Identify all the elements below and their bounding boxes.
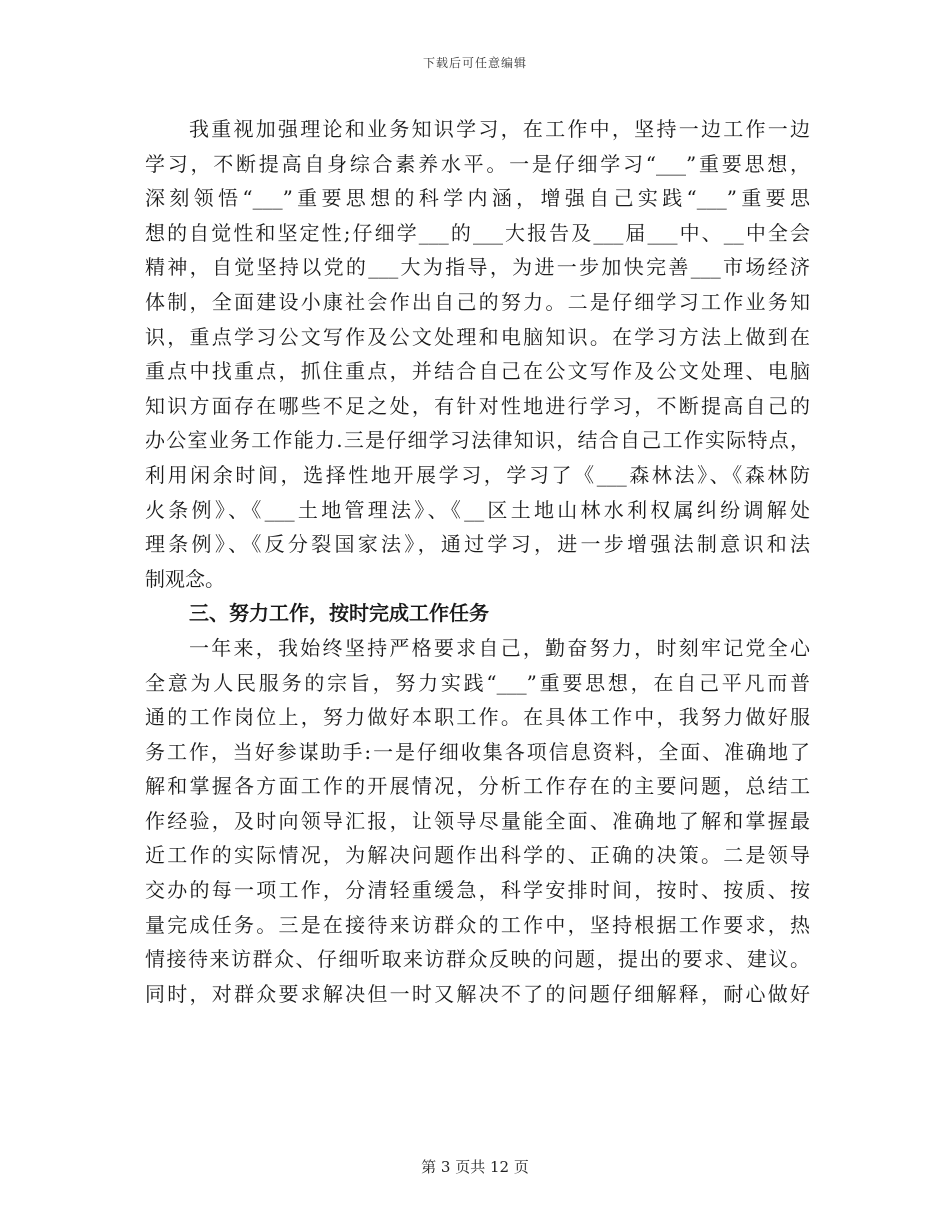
text-line: 理条例》、《反分裂国家法》，通过学习，进一步增强法制意识和法 xyxy=(145,532,810,557)
text-line: 一年来，我始终坚持严格要求自己，勤奋努力，时刻牢记党全心 xyxy=(189,635,810,660)
text-line: 重点中找重点，抓住重点，并结合自己在公文写作及公文处理、电脑 xyxy=(145,359,810,384)
paragraph-study xyxy=(145,112,810,596)
section-heading: 三、努力工作，按时完成工作任务 xyxy=(189,601,489,626)
text-line: 全意为人民服务的宗旨，努力实践“___”重要思想，在自己平凡而普 xyxy=(145,670,810,695)
text-line: 办公室业务工作能力.三是仔细学习法律知识，结合自己工作实际特点， xyxy=(145,428,810,453)
text-line: 识，重点学习公文写作及公文处理和电脑知识。在学习方法上做到在 xyxy=(145,324,810,349)
text-line: 作经验，及时向领导汇报，让领导尽量能全面、准确地了解和掌握最 xyxy=(145,808,810,833)
text-line: 量完成任务。三是在接待来访群众的工作中，坚持根据工作要求，热 xyxy=(145,912,810,937)
text-line: 通的工作岗位上，努力做好本职工作。在具体工作中，我努力做好服 xyxy=(145,705,810,730)
text-line: 制观念。 xyxy=(145,566,225,591)
text-line: 精神，自觉坚持以党的___大为指导，为进一步加快完善___市场经济 xyxy=(145,255,810,280)
page-header-note: 下载后可任意编辑 xyxy=(422,56,527,70)
text-line: 学习，不断提高自身综合素养水平。一是仔细学习“___”重要思想， xyxy=(145,151,810,176)
text-line: 我重视加强理论和业务知识学习，在工作中，坚持一边工作一边 xyxy=(189,117,810,141)
text-line: 火条例》、《___土地管理法》、《__区土地山林水利权属纠纷调解处 xyxy=(145,497,810,522)
text-line: 想的自觉性和坚定性;仔细学___的___大报告及___届___中、__中全会 xyxy=(145,220,810,245)
text-line: 务工作，当好参谋助手:一是仔细收集各项信息资料，全面、准确地了 xyxy=(145,739,810,764)
paragraph-work xyxy=(145,631,810,1012)
text-line: 近工作的实际情况，为解决问题作出科学的、正确的决策。二是领导 xyxy=(145,843,810,868)
text-line: 情接待来访群众、仔细听取来访群众反映的问题，提出的要求、建议。 xyxy=(145,947,810,972)
text-line: 深刻领悟“___”重要思想的科学内涵，增强自己实践“___”重要思 xyxy=(145,186,810,211)
text-line: 利用闲余时间，选择性地开展学习，学习了《___森林法》、《森林防 xyxy=(145,462,810,487)
text-line: 交办的每一项工作，分清轻重缓急，科学安排时间，按时、按质、按 xyxy=(145,878,810,903)
text-line: 解和掌握各方面工作的开展情况，分析工作存在的主要问题，总结工 xyxy=(145,774,810,799)
text-line: 知识方面存在哪些不足之处，有针对性地进行学习，不断提高自己的 xyxy=(145,393,810,418)
page-number: 第 3 页共 12 页 xyxy=(421,1158,529,1176)
text-line: 同时，对群众要求解决但一时又解决不了的问题仔细解释，耐心做好 xyxy=(145,981,810,1006)
text-line: 体制，全面建设小康社会作出自己的努力。二是仔细学习工作业务知 xyxy=(145,289,810,314)
document-body xyxy=(145,112,810,1011)
